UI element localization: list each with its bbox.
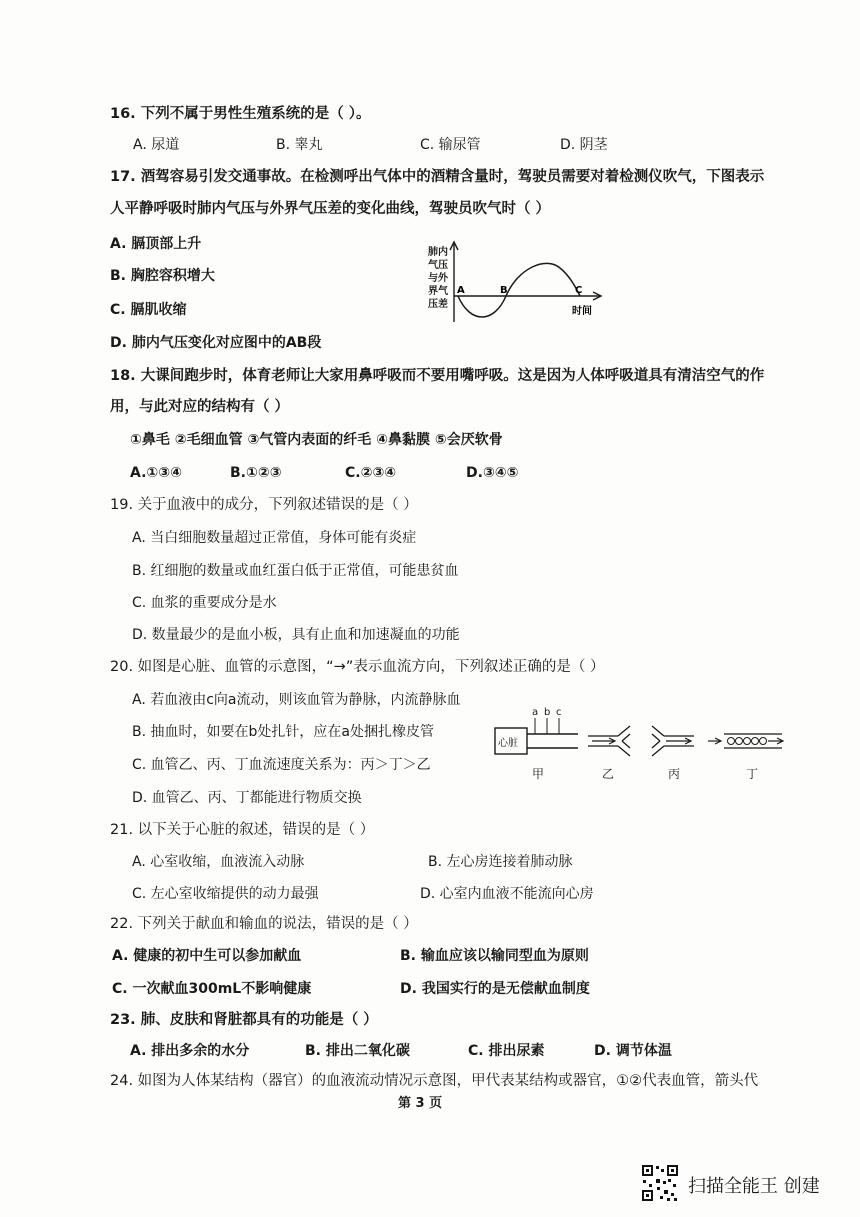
heart-label: 心脏 [498, 738, 518, 749]
q18-option-c: C.②③④ [345, 465, 397, 481]
graph-xlabel: 时间 [572, 306, 592, 317]
point-label-c: c [556, 707, 562, 718]
caption-yi: 乙 [602, 767, 615, 781]
q21-option-c: C. 左心室收缩提供的动力最强 [132, 886, 319, 902]
q18-items: ①鼻毛 ②毛细血管 ③气管内表面的纤毛 ④鼻黏膜 ⑤会厌软骨 [130, 432, 503, 448]
q16-option-c: C. 输尿管 [420, 137, 481, 153]
q19-stem: 19. 关于血液中的成分，下列叙述错误的是（ ） [110, 497, 418, 513]
q17-stem-line2: 人平静呼吸时肺内气压与外界气压差的变化曲线，驾驶员吹气时（ ） [110, 201, 551, 217]
q21-option-a: A. 心室收缩，血液流入动脉 [132, 854, 305, 870]
scanner-brand-text: 扫描全能王 创建 [688, 1176, 820, 1197]
graph-ylabel-5: 压差 [428, 299, 448, 310]
q18-stem-line1: 18. 大课间跑步时，体育老师让大家用鼻呼吸而不要用嘴呼吸。这是因为人体呼吸道具有清洁空气的作 [110, 368, 765, 384]
q21-stem: 21. 以下关于心脏的叙述，错误的是（ ） [110, 822, 375, 838]
q17-option-d: D. 肺内气压变化对应图中的AB段 [110, 335, 322, 351]
q16-option-d: D. 阴茎 [560, 137, 608, 153]
q17-pressure-graph [420, 238, 610, 326]
q22-option-b: B. 输血应该以输同型血为原则 [400, 948, 589, 964]
q20-option-a: A. 若血液由c向a流动，则该血管为静脉，内流静脉血 [132, 692, 461, 708]
graph-point-a: A [457, 285, 465, 296]
q21-option-b: B. 左心房连接着肺动脉 [428, 854, 573, 870]
graph-point-b: B [500, 285, 508, 296]
q23-option-c: C. 排出尿素 [468, 1043, 545, 1059]
q19-option-d: D. 数量最少的是血小板，具有止血和加速凝血的功能 [132, 627, 460, 643]
q22-option-d: D. 我国实行的是无偿献血制度 [400, 981, 590, 997]
q23-option-d: D. 调节体温 [594, 1043, 672, 1059]
point-label-b: b [544, 707, 551, 718]
q23-option-a: A. 排出多余的水分 [130, 1043, 250, 1059]
q16-option-a: A. 尿道 [133, 137, 180, 153]
caption-ding: 丁 [746, 767, 759, 781]
q19-option-b: B. 红细胞的数量或血红蛋白低于正常值，可能患贫血 [132, 563, 459, 579]
q20-option-d: D. 血管乙、丙、丁都能进行物质交换 [132, 790, 362, 806]
scanner-watermark [640, 1163, 840, 1203]
q22-option-a: A. 健康的初中生可以参加献血 [112, 948, 302, 964]
q20-option-b: B. 抽血时，如要在b处扎针，应在a处捆扎橡皮管 [132, 724, 434, 740]
q18-option-a: A.①③④ [130, 465, 182, 481]
q20-vessel-diagram [490, 700, 790, 782]
graph-point-c: C [575, 285, 583, 296]
q17-option-b: B. 胸腔容积增大 [110, 268, 215, 284]
q16-option-b: B. 睾丸 [276, 137, 323, 153]
q23-option-b: B. 排出二氧化碳 [305, 1043, 410, 1059]
q22-stem: 22. 下列关于献血和输血的说法，错误的是（ ） [110, 916, 418, 932]
q20-option-c: C. 血管乙、丙、丁血流速度关系为：丙＞丁＞乙 [132, 757, 431, 773]
q17-option-a: A. 膈顶部上升 [110, 236, 202, 252]
q22-option-c: C. 一次献血300mL不影响健康 [112, 981, 312, 997]
q24-stem: 24. 如图为人体某结构（器官）的血液流动情况示意图，甲代表某结构或器官，①②代表血管，箭头代 [110, 1073, 759, 1089]
q16-stem: 16. 下列不属于男性生殖系统的是（ ）。 [110, 106, 371, 122]
q17-stem-line1: 17. 酒驾容易引发交通事故。在检测呼出气体中的酒精含量时，驾驶员需要对着检测仪吹气，下图表示 [110, 169, 765, 185]
q21-option-d: D. 心室内血液不能流向心房 [420, 886, 594, 902]
graph-ylabel-4: 界气 [428, 286, 448, 297]
q18-stem-line2: 用，与此对应的结构有（ ） [110, 399, 290, 415]
caption-bing: 丙 [668, 767, 681, 781]
page-number: 第 3 页 [398, 1096, 443, 1111]
graph-ylabel-1: 肺内 [428, 247, 448, 258]
q23-stem: 23. 肺、皮肤和肾脏都具有的功能是（ ） [110, 1012, 378, 1028]
q18-option-d: D.③④⑤ [466, 465, 519, 481]
graph-ylabel-2: 气压 [428, 260, 448, 271]
graph-ylabel-3: 与外 [428, 273, 448, 284]
caption-jia: 甲 [532, 767, 545, 781]
qr-code-icon [640, 1163, 680, 1203]
q18-option-b: B.①②③ [230, 465, 282, 481]
q19-option-c: C. 血浆的重要成分是水 [132, 595, 277, 611]
q19-option-a: A. 当白细胞数量超过正常值，身体可能有炎症 [132, 530, 417, 546]
q20-stem: 20. 如图是心脏、血管的示意图，“→”表示血流方向，下列叙述正确的是（ ） [110, 659, 605, 675]
point-label-a: a [532, 707, 539, 718]
q17-option-c: C. 膈肌收缩 [110, 302, 187, 318]
